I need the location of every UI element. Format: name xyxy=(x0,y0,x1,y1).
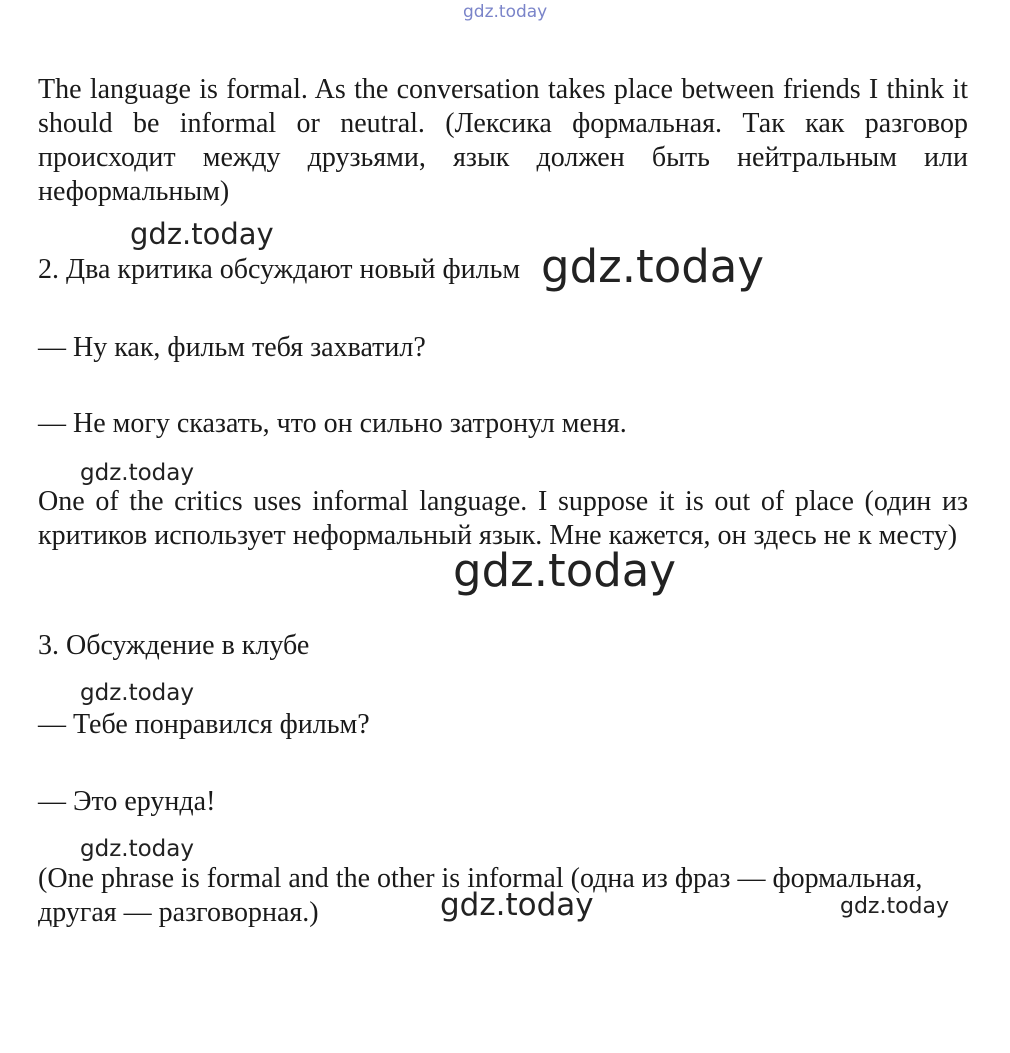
paragraph-2: One of the critics uses informal language. I suppose it is out of place (один из критиков использует неформальный язык. Мне кажется, он здесь не к месту) xyxy=(38,486,968,551)
paragraph-3: (One phrase is formal and the other is informal (одна из фраз — формальная, другая — разговорная.) xyxy=(38,863,923,928)
dialogue-line: — Ну как, фильм тебя захватил? xyxy=(38,332,426,363)
heading-2: 2. Два критика обсуждают новый фильм xyxy=(38,254,521,285)
watermark: gdz.today xyxy=(440,887,594,923)
heading-3: 3. Обсуждение в клубе xyxy=(38,630,310,661)
watermark: gdz.today xyxy=(453,544,677,597)
watermark: gdz.today xyxy=(541,240,765,293)
watermark: gdz.today xyxy=(80,836,194,862)
watermark: gdz.today xyxy=(130,217,274,251)
paragraph-1: The language is formal. As the conversation takes place between friends I think it should be informal or neutral. (Лексика формальная. Так как разговор происходит между друзьями, язык должен быть нейтральным или неформальным) xyxy=(38,74,968,207)
watermark: gdz.today xyxy=(80,680,194,706)
dialogue-line: — Это ерунда! xyxy=(38,786,216,817)
watermark: gdz.today xyxy=(840,894,950,919)
dialogue-line: — Тебе понравился фильм? xyxy=(38,709,370,740)
watermark: gdz.today xyxy=(80,460,194,486)
watermark-top: gdz.today xyxy=(463,2,548,22)
dialogue-line: — Не могу сказать, что он сильно затронул меня. xyxy=(38,408,627,439)
